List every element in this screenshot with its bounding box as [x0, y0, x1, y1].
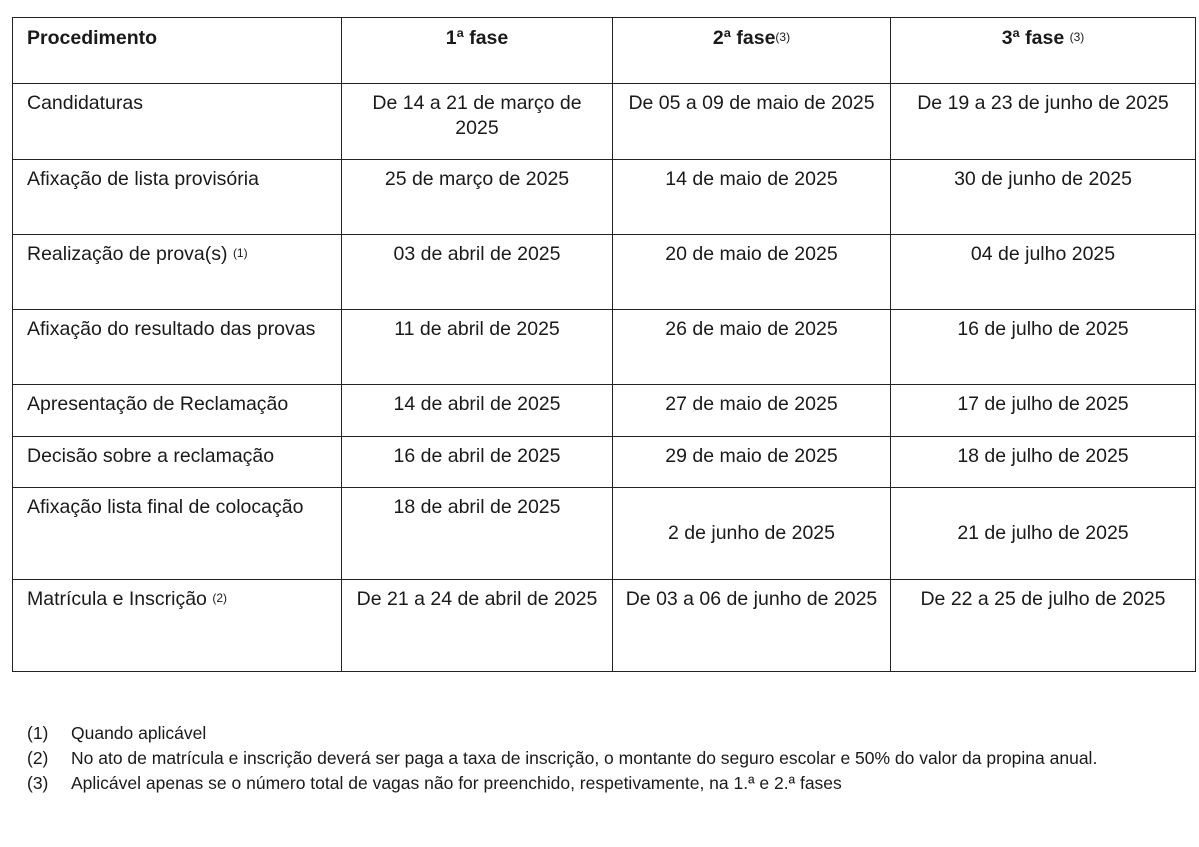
footnote-2: [27, 747, 1177, 770]
footnote-text: No ato de matrícula e inscrição deverá ser paga a taxa de inscrição, o montante do seguro escolar e 50% do valor da propina anual.: [71, 748, 1098, 768]
cell-fase-2: 2 de junho de 2025: [613, 488, 891, 580]
row-label: Matrícula e Inscrição $^{(2)}$: [13, 580, 342, 672]
cell-fase-3: 30 de junho de 2025: [891, 160, 1196, 235]
header-procedimento: Procedimento: [13, 18, 342, 84]
cell-fase-3: 21 de julho de 2025: [891, 488, 1196, 580]
cell-fase-3: De 19 a 23 de junho de 2025: [891, 84, 1196, 160]
cell-fase-1: 16 de abril de 2025: [342, 437, 613, 488]
header-fase-2: 2ª fase$^{(3)}$: [613, 18, 891, 84]
cell-fase-2: De 03 a 06 de junho de 2025: [613, 580, 891, 672]
row-label: Realização de prova(s) $^{(1)}$: [13, 235, 342, 310]
cell-fase-2: 26 de maio de 2025: [613, 310, 891, 385]
cell-fase-2: 27 de maio de 2025: [613, 385, 891, 437]
table-row: [13, 580, 1196, 672]
table-row: [13, 235, 1196, 310]
row-label: Apresentação de Reclamação: [13, 385, 342, 437]
row-label: Candidaturas: [13, 84, 342, 160]
table-row: [13, 437, 1196, 488]
row-label: Afixação do resultado das provas: [13, 310, 342, 385]
cell-fase-1: 18 de abril de 2025: [342, 488, 613, 580]
header-fase-3: 3ª fase $^{(3)}$: [891, 18, 1196, 84]
calendar-table: [12, 17, 1196, 672]
footnote-3: [27, 772, 1177, 795]
cell-fase-2: 29 de maio de 2025: [613, 437, 891, 488]
cell-fase-1: 14 de abril de 2025: [342, 385, 613, 437]
cell-fase-3: 17 de julho de 2025: [891, 385, 1196, 437]
footnote-text: Aplicável apenas se o número total de vagas não for preenchido, respetivamente, na 1.ª e 2.ª fases: [71, 773, 842, 793]
cell-fase-3: De 22 a 25 de julho de 2025: [891, 580, 1196, 672]
cell-fase-1: 25 de março de 2025: [342, 160, 613, 235]
table-row: [13, 385, 1196, 437]
header-fase-3-footnote: (3): [1069, 30, 1085, 44]
cell-fase-2: 14 de maio de 2025: [613, 160, 891, 235]
footnote-text: Quando aplicável: [71, 723, 207, 743]
footnote-1: [27, 722, 1177, 745]
cell-fase-3: 04 de julho 2025: [891, 235, 1196, 310]
cell-fase-1: De 14 a 21 de março de 2025: [342, 84, 613, 160]
table-row: [13, 310, 1196, 385]
cell-fase-2: 20 de maio de 2025: [613, 235, 891, 310]
footnote-number: (2): [27, 748, 49, 768]
footnote-ref-2: (2): [212, 591, 227, 605]
table-row: [13, 488, 1196, 580]
footnotes: [27, 722, 1177, 797]
header-row: [13, 18, 1196, 84]
row-label: Afixação de lista provisória: [13, 160, 342, 235]
cell-fase-2: De 05 a 09 de maio de 2025: [613, 84, 891, 160]
footnote-number: (3): [27, 773, 49, 793]
header-fase-2-footnote: (3): [775, 30, 791, 44]
row-label: Afixação lista final de colocação: [13, 488, 342, 580]
cell-fase-1: 11 de abril de 2025: [342, 310, 613, 385]
footnote-number: (1): [27, 723, 49, 743]
cell-fase-3: 16 de julho de 2025: [891, 310, 1196, 385]
row-label: Decisão sobre a reclamação: [13, 437, 342, 488]
table-row: [13, 84, 1196, 160]
cell-fase-1: De 21 a 24 de abril de 2025: [342, 580, 613, 672]
header-fase-1: 1ª fase: [342, 18, 613, 84]
footnote-ref-1: (1): [232, 246, 248, 260]
table-row: [13, 160, 1196, 235]
cell-fase-3: 18 de julho de 2025: [891, 437, 1196, 488]
cell-fase-1: 03 de abril de 2025: [342, 235, 613, 310]
